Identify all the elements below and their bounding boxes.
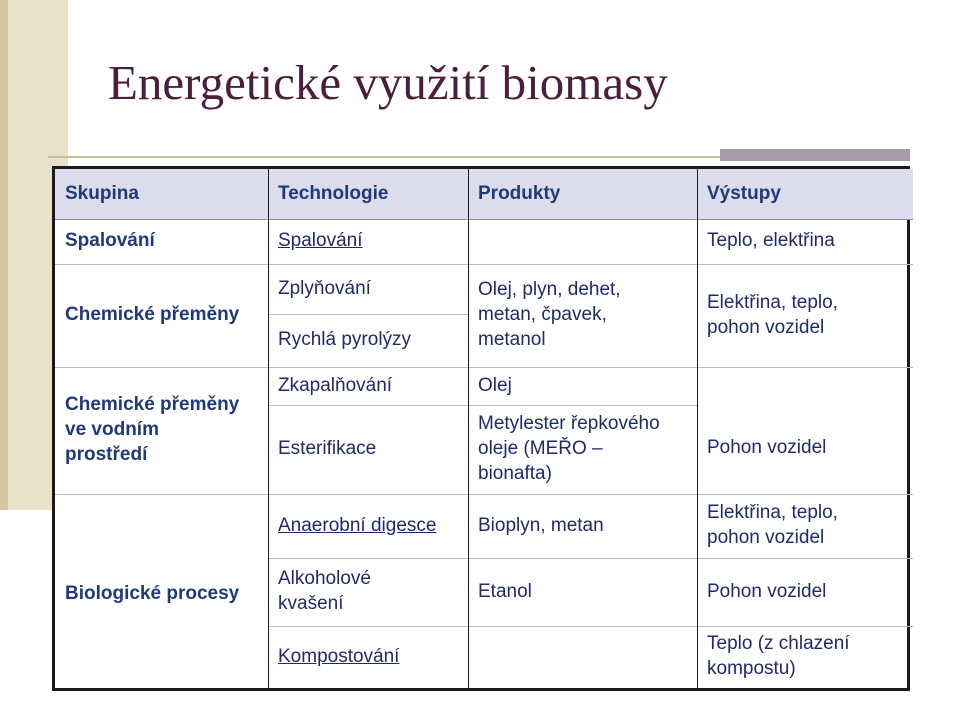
- output-anaerobni: Elektřina, teplo, pohon vozidel: [707, 502, 838, 548]
- product-mero: Metylester řepkového oleje (MEŘO – bionafta): [478, 413, 660, 484]
- product-bioplyn: Bioplyn, metan: [478, 514, 604, 536]
- output-spalovani: Teplo, elektřina: [707, 230, 835, 252]
- tech-anaerobni-digesce[interactable]: Anaerobní digesce: [278, 514, 437, 536]
- product-etanol: Etanol: [478, 580, 532, 602]
- product-olej: Olej: [478, 374, 512, 396]
- header-technologie: Technologie: [278, 182, 389, 204]
- header-skupina: Skupina: [65, 182, 139, 204]
- title-underline-accent: [720, 149, 910, 161]
- product-chemicke: Olej, plyn, dehet, metan, čpavek, metanol: [478, 279, 621, 350]
- header-produkty: Produkty: [478, 182, 561, 204]
- output-alkoholove: Pohon vozidel: [707, 580, 827, 602]
- slide-title: Energetické využití biomasy: [108, 55, 668, 110]
- tech-zplynovani: Zplyňování: [278, 277, 371, 299]
- group-chemicke-premeny: Chemické přeměny: [65, 304, 240, 326]
- decorative-sidebar-edge: [0, 0, 8, 510]
- group-chemicke-premeny-voda: Chemické přeměny ve vodním prostředí: [65, 394, 240, 465]
- tech-zkapalnovani: Zkapalňování: [278, 374, 393, 396]
- biomass-table: [52, 166, 910, 691]
- tech-spalovani[interactable]: Spalování: [278, 230, 363, 252]
- output-pohon-vozidel: Pohon vozidel: [707, 437, 827, 459]
- tech-kompostovani[interactable]: Kompostování: [278, 645, 400, 667]
- header-vystupy: Výstupy: [707, 182, 781, 204]
- group-biologicke-procesy: Biologické procesy: [65, 582, 240, 604]
- tech-esterifikace: Esterifikace: [278, 438, 377, 460]
- group-spalovani: Spalování: [65, 230, 155, 252]
- tech-rychla-pyrolyza: Rychlá pyrolýzy: [278, 329, 412, 351]
- output-chemicke: Elektřina, teplo, pohon vozidel: [707, 291, 838, 338]
- tech-alkoholove-kvaseni: Alkoholové kvašení: [278, 568, 371, 614]
- output-kompost: Teplo (z chlazení kompostu): [707, 633, 850, 679]
